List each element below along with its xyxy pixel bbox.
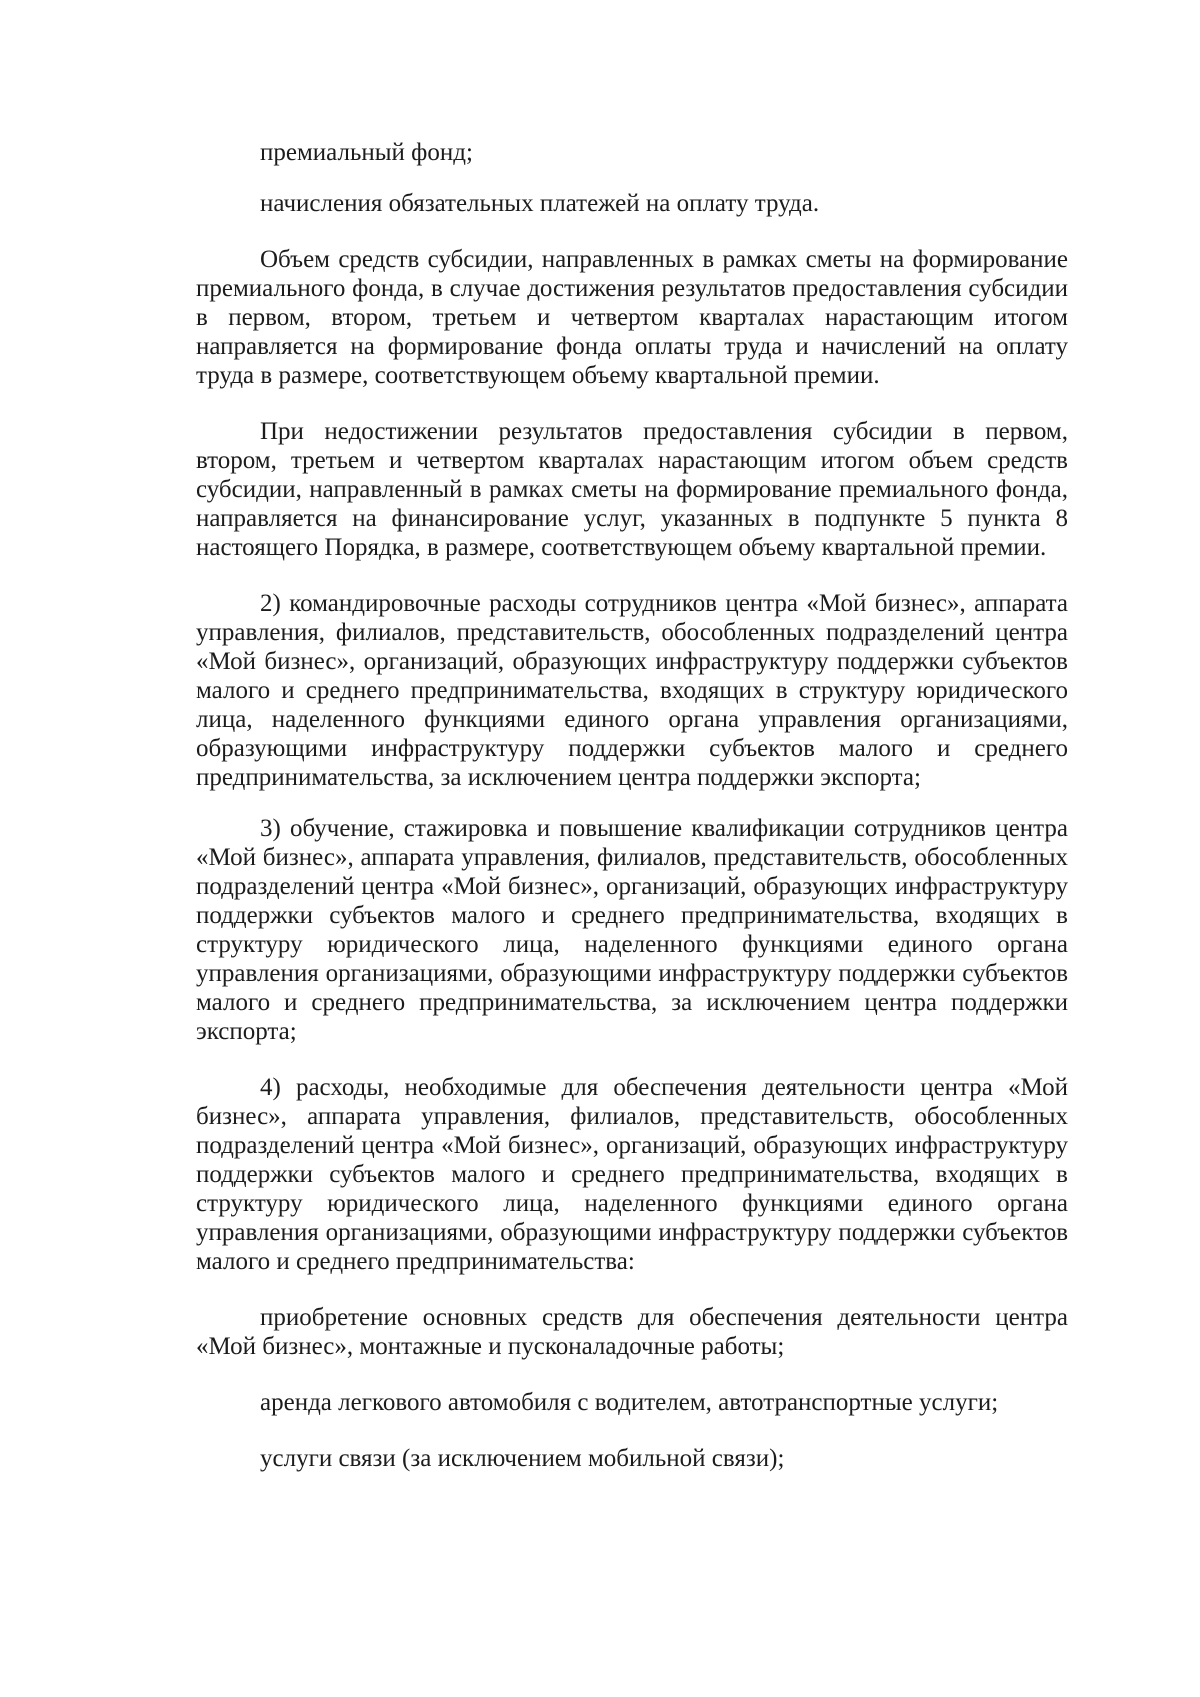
- paragraph-fixed-assets: приобретение основных средств для обеспечения деятельности центра «Мой бизнес», монтажные и пусконаладочные работы;: [196, 1304, 1068, 1360]
- paragraph-mandatory-payments: начисления обязательных платежей на оплату труда.: [260, 190, 820, 217]
- document-body: [196, 138, 1068, 1473]
- paragraph-item-4-expenses: 4) расходы, необходимые для обеспечения деятельности центра «Мой бизнес», аппарата управления, филиалов, представительств, обособленных подразделений центра «Мой бизнес», организаций, образующих инфраструктуру поддержки субъектов малого и среднего предпринимательства, входящих в структуру юридического лица, наделенного функциями единого органа управления организациями, образующими инфраструктуру поддержки субъектов малого и среднего предпринимательства:: [196, 1074, 1068, 1275]
- paragraph-non-achievement: При недостижении результатов предоставления субсидии в первом, втором, третьем и четвертом кварталах нарастающим итогом объем средств субсидии, направленный в рамках сметы на формирование премиального фонда, направляется на финансирование услуг, указанных в подпункте 5 пункта 8 настоящего Порядка, в размере, соответствующем объему квартальной премии.: [196, 418, 1068, 561]
- paragraph-subsidy-volume: Объем средств субсидии, направленных в рамках сметы на формирование премиального фонда, в случае достижения результатов предоставления субсидии в первом, втором, третьем и четвертом кварталах нарастающим итогом направляется на формирование фонда оплаты труда и начислений на оплату труда в размере, соответствующем объему квартальной премии.: [196, 246, 1068, 389]
- paragraph-item-2-travel: 2) командировочные расходы сотрудников центра «Мой бизнес», аппарата управления, филиалов, представительств, обособленных подразделений центра «Мой бизнес», организаций, образующих инфраструктуру поддержки субъектов малого и среднего предпринимательства, входящих в структуру юридического лица, наделенного функциями единого органа управления организациями, образующими инфраструктуру поддержки субъектов малого и среднего предпринимательства, за исключением центра поддержки экспорта;: [196, 590, 1068, 791]
- paragraph-communication: услуги связи (за исключением мобильной связи);: [260, 1445, 785, 1472]
- paragraph-car-rental: аренда легкового автомобиля с водителем, автотранспортные услуги;: [260, 1389, 999, 1416]
- paragraph-premium-fund: премиальный фонд;: [260, 139, 473, 166]
- paragraph-item-3-training: 3) обучение, стажировка и повышение квалификации сотрудников центра «Мой бизнес», аппарата управления, филиалов, представительств, обособленных подразделений центра «Мой бизнес», организаций, образующих инфраструктуру поддержки субъектов малого и среднего предпринимательства, входящих в структуру юридического лица, наделенного функциями единого органа управления организациями, образующими инфраструктуру поддержки субъектов малого и среднего предпринимательства, за исключением центра поддержки экспорта;: [196, 815, 1068, 1045]
